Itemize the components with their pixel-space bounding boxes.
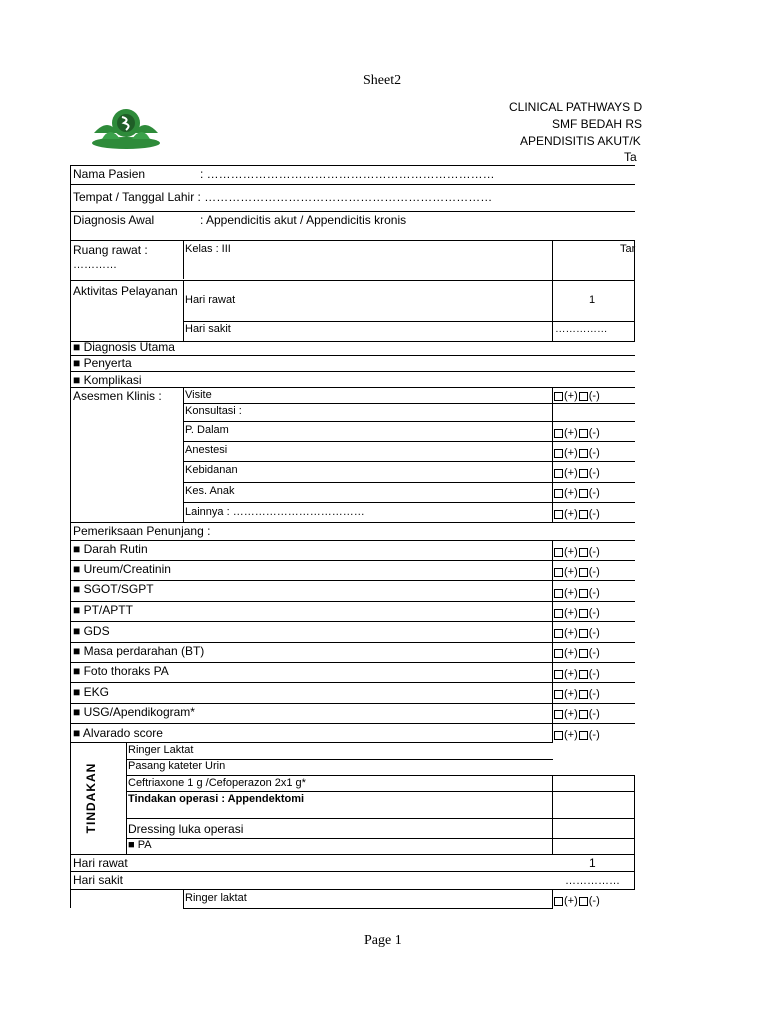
- rule: [126, 818, 635, 819]
- penunjang-check[interactable]: [553, 688, 600, 700]
- hari-sakit-2-label: Hari sakit: [73, 873, 124, 887]
- p-dalam-label: P. Dalam: [185, 424, 229, 436]
- penunjang-item: ■ EKG: [73, 685, 109, 699]
- rule: [183, 321, 635, 322]
- checkbox-plus[interactable]: [554, 710, 563, 719]
- plus-text: (+): [564, 729, 578, 741]
- penyerta: ■ Penyerta: [73, 356, 132, 370]
- room-label: Ruang rawat :: [73, 243, 148, 257]
- rule: [183, 280, 184, 342]
- rule: [70, 580, 635, 581]
- rule: [70, 621, 635, 622]
- visite-check[interactable]: [553, 390, 600, 402]
- penunjang-check[interactable]: [553, 627, 600, 639]
- rule: [183, 482, 635, 483]
- penunjang-check[interactable]: [553, 607, 600, 619]
- minus-text: (-): [588, 607, 600, 619]
- rule: [70, 854, 635, 855]
- rule: [70, 240, 635, 241]
- penunjang-check[interactable]: [553, 708, 600, 720]
- penunjang-item: ■ USG/Apendikogram*: [73, 705, 195, 719]
- anestesi-check[interactable]: [553, 447, 600, 459]
- anestesi-label: Anestesi: [185, 444, 228, 456]
- checkbox-plus[interactable]: [554, 489, 563, 498]
- hari-sakit-value[interactable]: ……………: [555, 323, 608, 335]
- rule: [183, 441, 635, 442]
- tindakan-side-label: TINDAKAN: [84, 762, 98, 834]
- kebidanan-check[interactable]: [553, 467, 600, 479]
- checkbox-plus[interactable]: [554, 510, 563, 519]
- table-border-right-lower: [634, 775, 635, 890]
- rule: [70, 642, 635, 643]
- checkbox-plus[interactable]: [554, 897, 563, 906]
- hari-rawat-value: 1: [589, 294, 596, 306]
- penunjang-item: ■ GDS: [73, 624, 110, 638]
- checkbox-minus[interactable]: [579, 731, 588, 740]
- penunjang-check[interactable]: [553, 587, 600, 599]
- p-dalam-check[interactable]: [553, 427, 600, 439]
- rule: [552, 241, 553, 342]
- penunjang-check[interactable]: [553, 668, 600, 680]
- header-line-3: APENDISITIS AKUT/K: [520, 134, 641, 148]
- plus-text: (+): [564, 688, 578, 700]
- checkbox-plus[interactable]: [554, 392, 563, 401]
- plus-text: (+): [564, 587, 578, 599]
- hari-sakit-2-value[interactable]: ……………: [565, 875, 620, 887]
- kes-anak-check[interactable]: [553, 487, 600, 499]
- minus-text: (-): [588, 587, 600, 599]
- minus-text: (-): [588, 566, 600, 578]
- checkbox-minus[interactable]: [579, 429, 588, 438]
- rule: [126, 791, 635, 792]
- rule: [70, 601, 635, 602]
- page-footer: Page 1: [364, 933, 402, 948]
- ringer-laktat-check[interactable]: [553, 895, 600, 907]
- lainnya-label[interactable]: Lainnya : ………………………………: [185, 506, 365, 518]
- rule: [70, 540, 635, 541]
- checkbox-minus[interactable]: [579, 649, 588, 658]
- minus-text: (-): [588, 390, 600, 402]
- minus-text: (-): [588, 467, 600, 479]
- patient-name-label: Nama Pasien: [73, 167, 146, 181]
- header-line-1: CLINICAL PATHWAYS D: [509, 100, 643, 114]
- hari-sakit-label: Hari sakit: [185, 323, 231, 335]
- plus-text: (+): [564, 895, 578, 907]
- patient-name-value[interactable]: : ………………………………………………………………: [200, 167, 495, 181]
- checkbox-plus[interactable]: [554, 568, 563, 577]
- rule: [126, 775, 635, 776]
- table-border-left-lower: [70, 345, 71, 908]
- hari-rawat-2-label: Hari rawat: [73, 856, 128, 870]
- checkbox-plus[interactable]: [554, 670, 563, 679]
- checkbox-minus[interactable]: [579, 568, 588, 577]
- plus-text: (+): [564, 467, 578, 479]
- checkbox-plus[interactable]: [554, 731, 563, 740]
- rule: [70, 522, 635, 523]
- penunjang-check[interactable]: [553, 546, 600, 558]
- checkbox-minus[interactable]: [579, 392, 588, 401]
- minus-text: (-): [588, 688, 600, 700]
- rule: [70, 742, 553, 743]
- penunjang-item: ■ Ureum/Creatinin: [73, 562, 171, 576]
- hari-rawat-label: Hari rawat: [185, 294, 236, 306]
- plus-text: (+): [564, 668, 578, 680]
- checkbox-minus[interactable]: [579, 629, 588, 638]
- checkbox-plus[interactable]: [554, 649, 563, 658]
- checkbox-minus[interactable]: [579, 489, 588, 498]
- penunjang-check[interactable]: [553, 566, 600, 578]
- diagnosis-utama: ■ Diagnosis Utama: [73, 340, 175, 354]
- lainnya-check[interactable]: [553, 508, 600, 520]
- kelas-label: Kelas : III: [185, 243, 231, 255]
- checkbox-minus[interactable]: [579, 469, 588, 478]
- tindakan-operasi: Tindakan operasi : Appendektomi: [128, 793, 305, 805]
- minus-text: (-): [588, 729, 600, 741]
- rule: [70, 387, 635, 388]
- rule: [183, 908, 553, 909]
- visite-label: Visite: [185, 389, 212, 401]
- minus-text: (-): [588, 895, 600, 907]
- minus-text: (-): [588, 627, 600, 639]
- penunjang-check[interactable]: [553, 729, 600, 741]
- rule: [70, 371, 635, 372]
- plus-text: (+): [564, 627, 578, 639]
- penunjang-item: ■ Masa perdarahan (BT): [73, 644, 205, 658]
- minus-text: (-): [588, 647, 600, 659]
- checkbox-plus[interactable]: [554, 469, 563, 478]
- dressing-label: Dressing luka operasi: [128, 822, 244, 836]
- table-border-left: [70, 165, 71, 345]
- rule: [70, 165, 635, 166]
- komplikasi: ■ Komplikasi: [73, 373, 142, 387]
- rule: [70, 280, 635, 281]
- checkbox-minus[interactable]: [579, 548, 588, 557]
- kebidanan-label: Kebidanan: [185, 464, 238, 476]
- rule: [70, 723, 635, 724]
- penunjang-item: ■ Darah Rutin: [73, 542, 148, 556]
- rule: [183, 889, 184, 909]
- header-line-4: Ta: [624, 150, 637, 164]
- tindakan-item: Pasang kateter Urin: [128, 760, 226, 772]
- pa-label: ■ PA: [128, 839, 152, 851]
- tindakan-item: Ceftriaxone 1 g /Cefoperazon 2x1 g*: [128, 777, 306, 789]
- penunjang-item: ■ SGOT/SGPT: [73, 582, 154, 596]
- penunjang-label: Pemeriksaan Penunjang :: [73, 524, 211, 538]
- hospital-logo: [88, 103, 164, 151]
- checkbox-minus[interactable]: [579, 609, 588, 618]
- penunjang-item: ■ Alvarado score: [73, 726, 163, 740]
- checkbox-plus[interactable]: [554, 449, 563, 458]
- minus-text: (-): [588, 708, 600, 720]
- checkbox-plus[interactable]: [554, 609, 563, 618]
- checkbox-minus[interactable]: [579, 897, 588, 906]
- minus-text: (-): [588, 668, 600, 680]
- rule: [70, 662, 635, 663]
- tanggal-label: Tar: [620, 243, 636, 255]
- plus-text: (+): [564, 546, 578, 558]
- checkbox-plus[interactable]: [554, 429, 563, 438]
- penunjang-check[interactable]: [553, 647, 600, 659]
- checkbox-minus[interactable]: [579, 510, 588, 519]
- table-border-right: [634, 241, 635, 342]
- plus-text: (+): [564, 708, 578, 720]
- checkbox-minus[interactable]: [579, 690, 588, 699]
- konsultasi-label: Konsultasi :: [185, 405, 242, 417]
- plus-text: (+): [564, 508, 578, 520]
- rule: [70, 703, 635, 704]
- hari-rawat-2-value: 1: [589, 856, 596, 870]
- rule: [70, 682, 635, 683]
- diagnosis-value: : Appendicitis akut / Appendicitis kronis: [200, 213, 407, 227]
- checkbox-plus[interactable]: [554, 629, 563, 638]
- checkbox-minus[interactable]: [579, 710, 588, 719]
- checkbox-plus[interactable]: [554, 589, 563, 598]
- penunjang-item: ■ PT/APTT: [73, 603, 133, 617]
- checkbox-plus[interactable]: [554, 548, 563, 557]
- asesmen-label: Asesmen Klinis :: [73, 389, 162, 403]
- room-dots[interactable]: …………: [73, 259, 117, 271]
- rule: [183, 502, 635, 503]
- rule: [70, 889, 635, 890]
- birth-field[interactable]: Tempat / Tanggal Lahir : ………………………………………………………………: [73, 190, 493, 204]
- checkbox-minus[interactable]: [579, 449, 588, 458]
- rule: [126, 838, 635, 839]
- minus-text: (-): [588, 546, 600, 558]
- plus-text: (+): [564, 566, 578, 578]
- plus-text: (+): [564, 447, 578, 459]
- rule: [183, 461, 635, 462]
- checkbox-plus[interactable]: [554, 690, 563, 699]
- sheet-title: Sheet2: [363, 73, 402, 88]
- rule: [70, 871, 635, 872]
- activity-label: Aktivitas Pelayanan: [73, 284, 178, 298]
- minus-text: (-): [588, 447, 600, 459]
- minus-text: (-): [588, 508, 600, 520]
- checkbox-minus[interactable]: [579, 589, 588, 598]
- plus-text: (+): [564, 427, 578, 439]
- minus-text: (-): [588, 487, 600, 499]
- rule: [70, 211, 635, 212]
- rule: [183, 421, 635, 422]
- minus-text: (-): [588, 427, 600, 439]
- diagnosis-label: Diagnosis Awal: [73, 213, 155, 227]
- plus-text: (+): [564, 647, 578, 659]
- penunjang-item: ■ Foto thoraks PA: [73, 664, 169, 678]
- header-line-2: SMF BEDAH RS: [552, 117, 643, 131]
- plus-text: (+): [564, 607, 578, 619]
- rule: [552, 775, 553, 855]
- ringer-laktat-label: Ringer laktat: [185, 892, 247, 904]
- checkbox-minus[interactable]: [579, 670, 588, 679]
- tindakan-item: Ringer Laktat: [128, 744, 194, 756]
- rule: [183, 403, 635, 404]
- rule: [70, 355, 635, 356]
- rule: [70, 184, 635, 185]
- plus-text: (+): [564, 487, 578, 499]
- rule: [183, 241, 184, 279]
- kes-anak-label: Kes. Anak: [185, 485, 235, 497]
- rule: [70, 560, 635, 561]
- plus-text: (+): [564, 390, 578, 402]
